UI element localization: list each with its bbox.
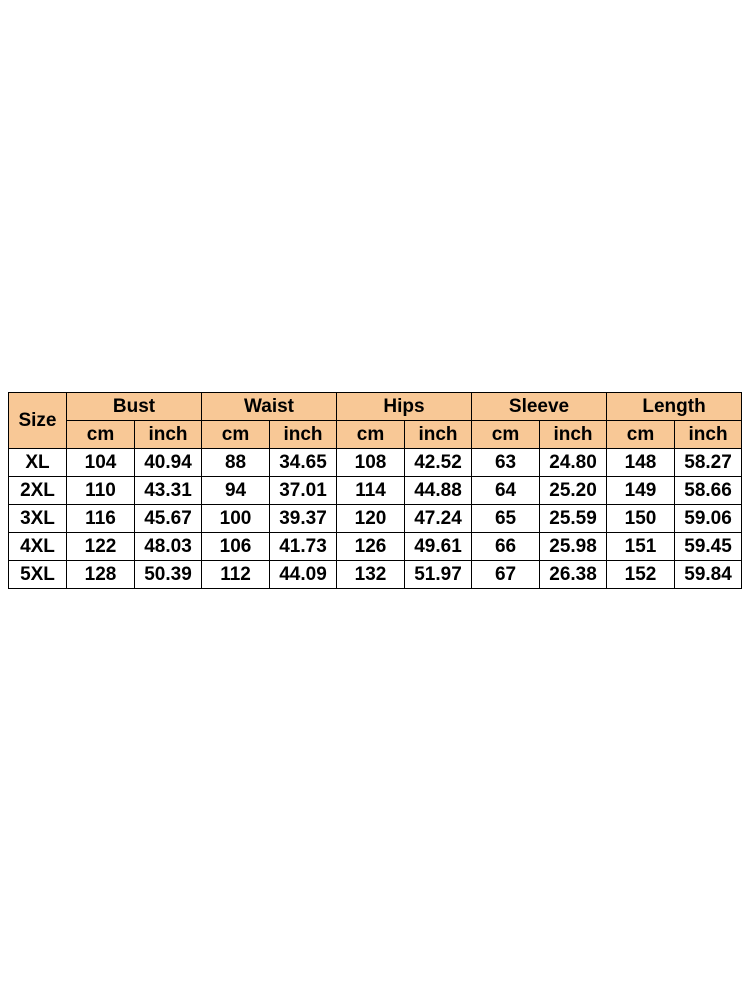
cell-sleeve-inch: 25.98 (540, 533, 607, 561)
cell-hips-cm: 114 (337, 477, 405, 505)
header-row-units (9, 421, 742, 449)
header-unit-bust-cm: cm (67, 421, 135, 449)
cell-waist-cm: 94 (202, 477, 270, 505)
cell-sleeve-inch: 25.20 (540, 477, 607, 505)
cell-sleeve-inch: 25.59 (540, 505, 607, 533)
table-row (9, 477, 742, 505)
cell-hips-cm: 120 (337, 505, 405, 533)
cell-bust-inch: 43.31 (135, 477, 202, 505)
cell-hips-cm: 132 (337, 561, 405, 589)
cell-bust-cm: 104 (67, 449, 135, 477)
cell-hips-inch: 49.61 (405, 533, 472, 561)
cell-hips-cm: 108 (337, 449, 405, 477)
cell-waist-inch: 41.73 (270, 533, 337, 561)
cell-waist-inch: 34.65 (270, 449, 337, 477)
cell-waist-inch: 39.37 (270, 505, 337, 533)
table-row (9, 505, 742, 533)
cell-waist-inch: 37.01 (270, 477, 337, 505)
table-row (9, 449, 742, 477)
cell-sleeve-cm: 65 (472, 505, 540, 533)
cell-sleeve-cm: 63 (472, 449, 540, 477)
cell-length-cm: 151 (607, 533, 675, 561)
cell-length-cm: 148 (607, 449, 675, 477)
header-unit-hips-inch: inch (405, 421, 472, 449)
cell-bust-cm: 110 (67, 477, 135, 505)
cell-bust-cm: 122 (67, 533, 135, 561)
cell-length-cm: 152 (607, 561, 675, 589)
cell-hips-inch: 51.97 (405, 561, 472, 589)
cell-waist-cm: 88 (202, 449, 270, 477)
header-group-sleeve: Sleeve (472, 393, 607, 421)
cell-sleeve-inch: 24.80 (540, 449, 607, 477)
cell-sleeve-cm: 64 (472, 477, 540, 505)
cell-bust-inch: 48.03 (135, 533, 202, 561)
cell-waist-cm: 112 (202, 561, 270, 589)
cell-size: XL (9, 449, 67, 477)
cell-bust-inch: 45.67 (135, 505, 202, 533)
cell-size: 3XL (9, 505, 67, 533)
header-unit-sleeve-inch: inch (540, 421, 607, 449)
cell-size: 4XL (9, 533, 67, 561)
header-group-bust: Bust (67, 393, 202, 421)
cell-hips-inch: 47.24 (405, 505, 472, 533)
table-body (9, 449, 742, 589)
cell-size: 5XL (9, 561, 67, 589)
header-unit-hips-cm: cm (337, 421, 405, 449)
cell-length-inch: 59.06 (675, 505, 742, 533)
header-unit-length-inch: inch (675, 421, 742, 449)
cell-length-cm: 149 (607, 477, 675, 505)
header-group-hips: Hips (337, 393, 472, 421)
header-group-length: Length (607, 393, 742, 421)
table-header (9, 393, 742, 449)
cell-length-inch: 58.66 (675, 477, 742, 505)
size-chart-table (8, 392, 742, 589)
size-chart-container (8, 392, 742, 589)
header-unit-waist-inch: inch (270, 421, 337, 449)
cell-bust-cm: 128 (67, 561, 135, 589)
header-row-groups (9, 393, 742, 421)
cell-length-inch: 58.27 (675, 449, 742, 477)
cell-bust-inch: 50.39 (135, 561, 202, 589)
cell-length-inch: 59.45 (675, 533, 742, 561)
cell-size: 2XL (9, 477, 67, 505)
cell-bust-cm: 116 (67, 505, 135, 533)
header-unit-length-cm: cm (607, 421, 675, 449)
cell-sleeve-cm: 66 (472, 533, 540, 561)
header-unit-waist-cm: cm (202, 421, 270, 449)
cell-sleeve-inch: 26.38 (540, 561, 607, 589)
cell-waist-cm: 100 (202, 505, 270, 533)
header-unit-sleeve-cm: cm (472, 421, 540, 449)
header-unit-bust-inch: inch (135, 421, 202, 449)
header-size: Size (9, 393, 67, 449)
cell-length-cm: 150 (607, 505, 675, 533)
cell-waist-inch: 44.09 (270, 561, 337, 589)
cell-hips-cm: 126 (337, 533, 405, 561)
cell-hips-inch: 42.52 (405, 449, 472, 477)
cell-sleeve-cm: 67 (472, 561, 540, 589)
cell-hips-inch: 44.88 (405, 477, 472, 505)
header-group-waist: Waist (202, 393, 337, 421)
cell-length-inch: 59.84 (675, 561, 742, 589)
cell-waist-cm: 106 (202, 533, 270, 561)
table-row (9, 533, 742, 561)
cell-bust-inch: 40.94 (135, 449, 202, 477)
table-row (9, 561, 742, 589)
